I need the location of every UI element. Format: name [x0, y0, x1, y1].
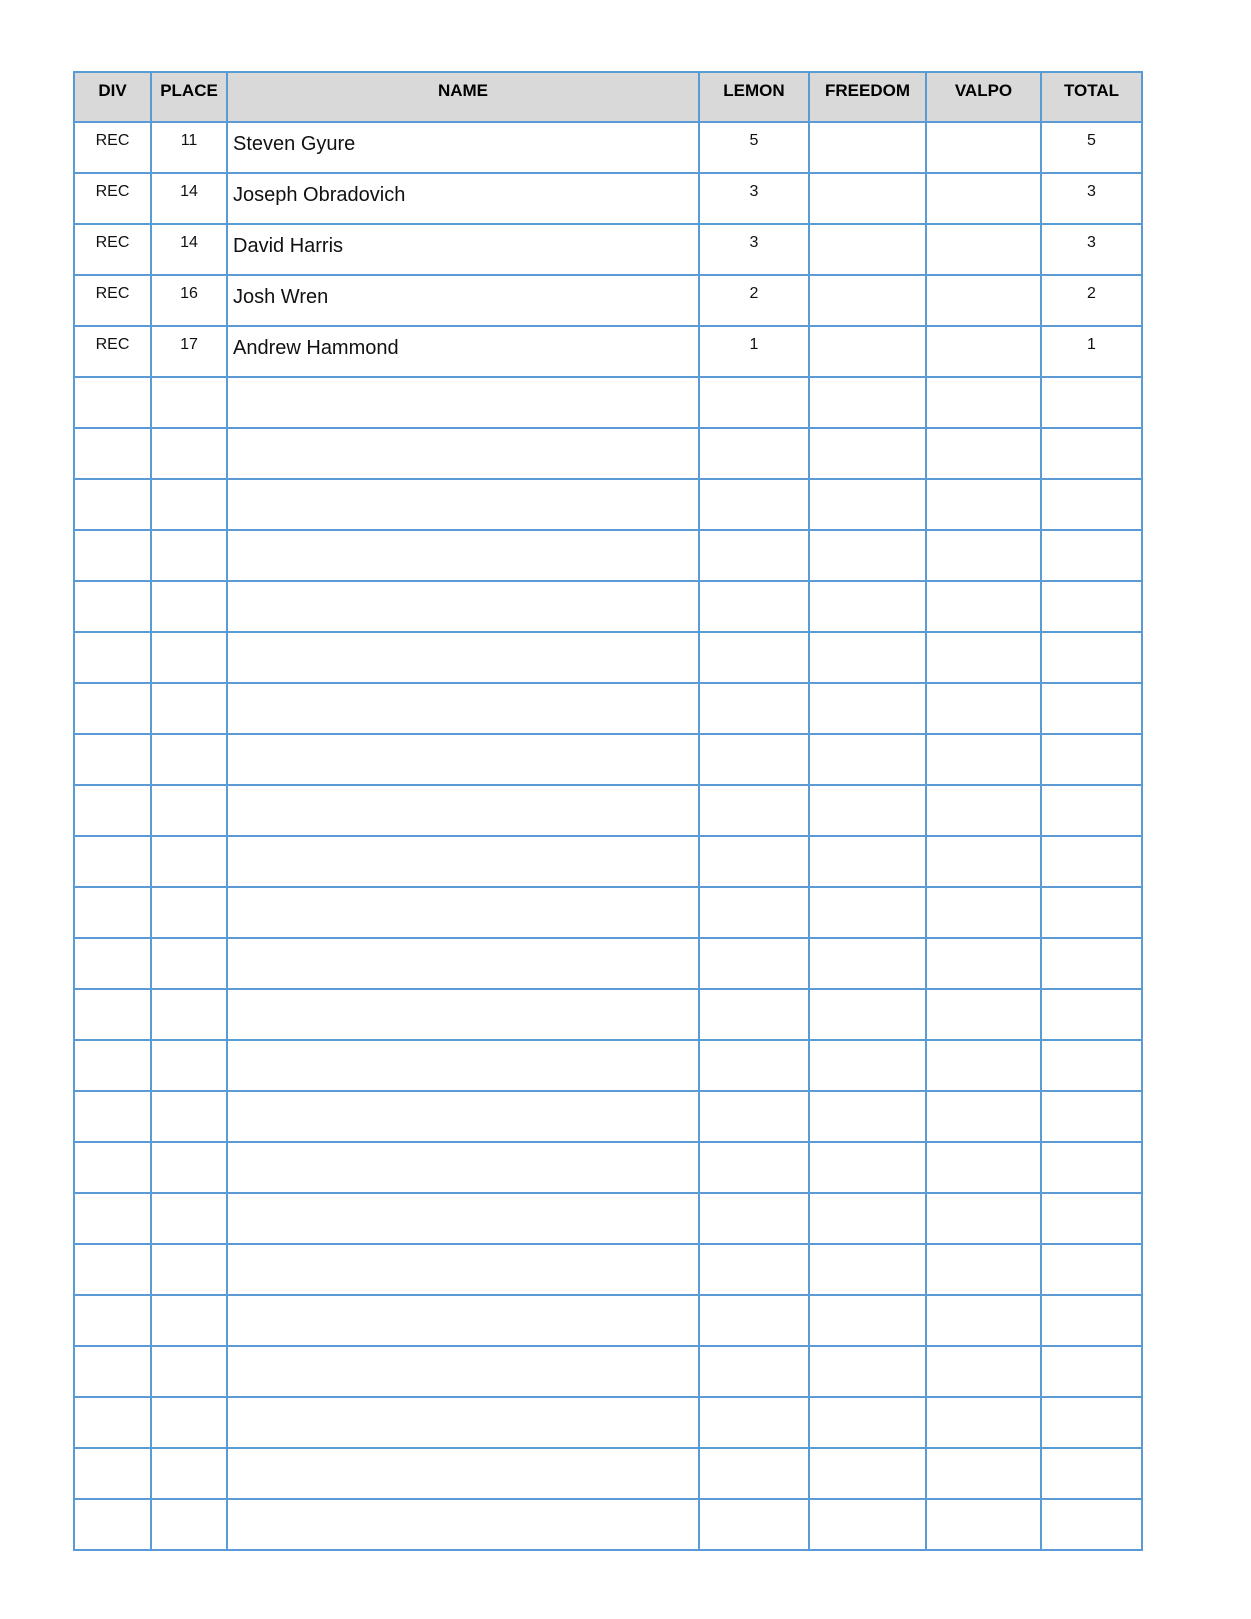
- empty-cell-lemon: [699, 530, 809, 581]
- empty-row: [74, 887, 1142, 938]
- empty-cell-name: [227, 1346, 699, 1397]
- empty-cell-div: [74, 938, 151, 989]
- cell-valpo: [926, 326, 1041, 377]
- empty-cell-name: [227, 887, 699, 938]
- empty-cell-name: [227, 581, 699, 632]
- empty-cell-div: [74, 377, 151, 428]
- cell-div: REC: [74, 122, 151, 173]
- empty-cell-place: [151, 1295, 227, 1346]
- empty-cell-lemon: [699, 1193, 809, 1244]
- empty-cell-freedom: [809, 785, 926, 836]
- empty-cell-lemon: [699, 1397, 809, 1448]
- empty-row: [74, 836, 1142, 887]
- empty-cell-div: [74, 887, 151, 938]
- cell-valpo: [926, 275, 1041, 326]
- empty-row: [74, 428, 1142, 479]
- empty-cell-div: [74, 530, 151, 581]
- empty-cell-lemon: [699, 581, 809, 632]
- empty-cell-name: [227, 1295, 699, 1346]
- table-row: [74, 326, 1142, 377]
- empty-cell-place: [151, 683, 227, 734]
- empty-cell-valpo: [926, 1499, 1041, 1550]
- empty-row: [74, 734, 1142, 785]
- empty-cell-name: [227, 989, 699, 1040]
- empty-cell-lemon: [699, 785, 809, 836]
- empty-row: [74, 785, 1142, 836]
- cell-total: 5: [1041, 122, 1142, 173]
- empty-cell-place: [151, 1397, 227, 1448]
- empty-cell-total: [1041, 1091, 1142, 1142]
- empty-row: [74, 377, 1142, 428]
- cell-name: Steven Gyure: [227, 122, 699, 173]
- empty-cell-valpo: [926, 887, 1041, 938]
- empty-cell-place: [151, 734, 227, 785]
- empty-cell-total: [1041, 377, 1142, 428]
- cell-freedom: [809, 173, 926, 224]
- empty-cell-freedom: [809, 1295, 926, 1346]
- empty-cell-valpo: [926, 683, 1041, 734]
- empty-cell-freedom: [809, 938, 926, 989]
- empty-cell-div: [74, 1295, 151, 1346]
- header-div: DIV: [74, 72, 151, 122]
- empty-row: [74, 1397, 1142, 1448]
- empty-cell-lemon: [699, 632, 809, 683]
- cell-name: Joseph Obradovich: [227, 173, 699, 224]
- empty-cell-freedom: [809, 428, 926, 479]
- empty-cell-div: [74, 479, 151, 530]
- empty-cell-total: [1041, 1295, 1142, 1346]
- empty-cell-name: [227, 530, 699, 581]
- empty-cell-place: [151, 1040, 227, 1091]
- empty-cell-lemon: [699, 1448, 809, 1499]
- table-row: [74, 173, 1142, 224]
- empty-cell-div: [74, 581, 151, 632]
- cell-div: REC: [74, 275, 151, 326]
- table-body: [74, 122, 1142, 1550]
- empty-cell-valpo: [926, 1040, 1041, 1091]
- cell-div: REC: [74, 326, 151, 377]
- empty-row: [74, 683, 1142, 734]
- empty-cell-lemon: [699, 989, 809, 1040]
- empty-cell-valpo: [926, 1244, 1041, 1295]
- empty-cell-name: [227, 1193, 699, 1244]
- table-header: [74, 72, 1142, 122]
- empty-cell-place: [151, 836, 227, 887]
- cell-freedom: [809, 326, 926, 377]
- empty-cell-place: [151, 1244, 227, 1295]
- header-freedom: FREEDOM: [809, 72, 926, 122]
- empty-cell-total: [1041, 887, 1142, 938]
- empty-cell-total: [1041, 1040, 1142, 1091]
- empty-cell-div: [74, 1448, 151, 1499]
- cell-lemon: 1: [699, 326, 809, 377]
- cell-lemon: 3: [699, 224, 809, 275]
- empty-cell-freedom: [809, 1448, 926, 1499]
- empty-cell-place: [151, 887, 227, 938]
- empty-cell-valpo: [926, 1091, 1041, 1142]
- cell-total: 3: [1041, 173, 1142, 224]
- empty-cell-valpo: [926, 1346, 1041, 1397]
- cell-lemon: 5: [699, 122, 809, 173]
- empty-cell-lemon: [699, 1142, 809, 1193]
- cell-valpo: [926, 173, 1041, 224]
- empty-cell-freedom: [809, 1499, 926, 1550]
- empty-cell-total: [1041, 1193, 1142, 1244]
- empty-cell-valpo: [926, 938, 1041, 989]
- empty-cell-total: [1041, 785, 1142, 836]
- empty-cell-lemon: [699, 938, 809, 989]
- empty-cell-div: [74, 683, 151, 734]
- empty-cell-div: [74, 1040, 151, 1091]
- empty-cell-name: [227, 1091, 699, 1142]
- cell-freedom: [809, 224, 926, 275]
- empty-cell-name: [227, 1448, 699, 1499]
- empty-cell-lemon: [699, 683, 809, 734]
- empty-cell-div: [74, 836, 151, 887]
- empty-cell-place: [151, 1142, 227, 1193]
- empty-cell-freedom: [809, 1244, 926, 1295]
- empty-cell-name: [227, 683, 699, 734]
- empty-cell-name: [227, 479, 699, 530]
- empty-cell-total: [1041, 989, 1142, 1040]
- empty-cell-div: [74, 1142, 151, 1193]
- empty-cell-freedom: [809, 887, 926, 938]
- empty-cell-valpo: [926, 1142, 1041, 1193]
- empty-cell-total: [1041, 734, 1142, 785]
- empty-cell-total: [1041, 938, 1142, 989]
- cell-valpo: [926, 224, 1041, 275]
- empty-cell-freedom: [809, 632, 926, 683]
- empty-cell-place: [151, 938, 227, 989]
- empty-cell-name: [227, 734, 699, 785]
- cell-valpo: [926, 122, 1041, 173]
- table-row: [74, 224, 1142, 275]
- empty-row: [74, 989, 1142, 1040]
- empty-cell-name: [227, 632, 699, 683]
- empty-cell-place: [151, 1499, 227, 1550]
- empty-row: [74, 479, 1142, 530]
- empty-cell-lemon: [699, 1499, 809, 1550]
- empty-cell-name: [227, 1499, 699, 1550]
- empty-cell-freedom: [809, 1397, 926, 1448]
- empty-cell-valpo: [926, 1397, 1041, 1448]
- empty-cell-div: [74, 989, 151, 1040]
- empty-cell-place: [151, 1193, 227, 1244]
- empty-row: [74, 1142, 1142, 1193]
- empty-row: [74, 1193, 1142, 1244]
- empty-cell-valpo: [926, 989, 1041, 1040]
- empty-cell-freedom: [809, 530, 926, 581]
- empty-cell-name: [227, 428, 699, 479]
- empty-cell-valpo: [926, 1295, 1041, 1346]
- empty-cell-name: [227, 1142, 699, 1193]
- empty-cell-lemon: [699, 836, 809, 887]
- empty-cell-lemon: [699, 1295, 809, 1346]
- cell-div: REC: [74, 173, 151, 224]
- cell-freedom: [809, 275, 926, 326]
- empty-cell-name: [227, 938, 699, 989]
- empty-cell-place: [151, 530, 227, 581]
- empty-cell-total: [1041, 1244, 1142, 1295]
- empty-cell-lemon: [699, 1091, 809, 1142]
- empty-cell-place: [151, 479, 227, 530]
- empty-cell-total: [1041, 1397, 1142, 1448]
- empty-cell-total: [1041, 530, 1142, 581]
- empty-cell-place: [151, 1091, 227, 1142]
- empty-row: [74, 1448, 1142, 1499]
- empty-cell-place: [151, 1346, 227, 1397]
- empty-cell-lemon: [699, 1244, 809, 1295]
- empty-cell-valpo: [926, 479, 1041, 530]
- empty-cell-div: [74, 1346, 151, 1397]
- header-lemon: LEMON: [699, 72, 809, 122]
- empty-cell-freedom: [809, 479, 926, 530]
- empty-row: [74, 1040, 1142, 1091]
- cell-total: 3: [1041, 224, 1142, 275]
- empty-row: [74, 1091, 1142, 1142]
- empty-cell-valpo: [926, 581, 1041, 632]
- empty-cell-total: [1041, 1142, 1142, 1193]
- empty-cell-name: [227, 1397, 699, 1448]
- cell-total: 2: [1041, 275, 1142, 326]
- empty-cell-valpo: [926, 428, 1041, 479]
- empty-cell-freedom: [809, 1142, 926, 1193]
- empty-cell-freedom: [809, 1193, 926, 1244]
- empty-cell-div: [74, 1193, 151, 1244]
- empty-cell-total: [1041, 632, 1142, 683]
- empty-cell-freedom: [809, 1346, 926, 1397]
- cell-total: 1: [1041, 326, 1142, 377]
- empty-cell-freedom: [809, 1040, 926, 1091]
- cell-name: David Harris: [227, 224, 699, 275]
- empty-cell-lemon: [699, 734, 809, 785]
- empty-row: [74, 530, 1142, 581]
- empty-cell-place: [151, 632, 227, 683]
- empty-cell-freedom: [809, 1091, 926, 1142]
- empty-cell-total: [1041, 581, 1142, 632]
- table-row: [74, 122, 1142, 173]
- empty-cell-freedom: [809, 989, 926, 1040]
- empty-cell-lemon: [699, 479, 809, 530]
- cell-name: Josh Wren: [227, 275, 699, 326]
- cell-div: REC: [74, 224, 151, 275]
- empty-cell-name: [227, 377, 699, 428]
- empty-cell-total: [1041, 683, 1142, 734]
- empty-cell-place: [151, 1448, 227, 1499]
- empty-cell-div: [74, 1244, 151, 1295]
- empty-cell-valpo: [926, 530, 1041, 581]
- empty-cell-freedom: [809, 836, 926, 887]
- empty-cell-div: [74, 734, 151, 785]
- empty-cell-name: [227, 836, 699, 887]
- table-row: [74, 275, 1142, 326]
- header-row: [74, 72, 1142, 122]
- empty-cell-total: [1041, 479, 1142, 530]
- empty-row: [74, 581, 1142, 632]
- cell-lemon: 3: [699, 173, 809, 224]
- empty-cell-total: [1041, 1448, 1142, 1499]
- empty-cell-valpo: [926, 836, 1041, 887]
- empty-cell-lemon: [699, 1040, 809, 1091]
- empty-cell-lemon: [699, 1346, 809, 1397]
- cell-place: 17: [151, 326, 227, 377]
- empty-cell-place: [151, 428, 227, 479]
- standings-table: [73, 71, 1143, 1551]
- empty-cell-name: [227, 1244, 699, 1295]
- empty-cell-div: [74, 1499, 151, 1550]
- cell-place: 16: [151, 275, 227, 326]
- empty-cell-name: [227, 785, 699, 836]
- header-name: NAME: [227, 72, 699, 122]
- empty-cell-div: [74, 785, 151, 836]
- empty-cell-place: [151, 989, 227, 1040]
- cell-freedom: [809, 122, 926, 173]
- empty-cell-freedom: [809, 377, 926, 428]
- empty-cell-place: [151, 581, 227, 632]
- empty-cell-name: [227, 1040, 699, 1091]
- cell-lemon: 2: [699, 275, 809, 326]
- empty-cell-freedom: [809, 734, 926, 785]
- empty-cell-valpo: [926, 785, 1041, 836]
- empty-cell-place: [151, 785, 227, 836]
- empty-row: [74, 1244, 1142, 1295]
- empty-cell-valpo: [926, 377, 1041, 428]
- header-place: PLACE: [151, 72, 227, 122]
- empty-row: [74, 632, 1142, 683]
- empty-cell-lemon: [699, 887, 809, 938]
- cell-name: Andrew Hammond: [227, 326, 699, 377]
- empty-cell-freedom: [809, 683, 926, 734]
- empty-cell-valpo: [926, 632, 1041, 683]
- empty-cell-lemon: [699, 377, 809, 428]
- empty-cell-div: [74, 632, 151, 683]
- header-valpo: VALPO: [926, 72, 1041, 122]
- empty-cell-total: [1041, 428, 1142, 479]
- empty-cell-valpo: [926, 734, 1041, 785]
- empty-cell-total: [1041, 1499, 1142, 1550]
- cell-place: 14: [151, 224, 227, 275]
- empty-row: [74, 938, 1142, 989]
- empty-cell-valpo: [926, 1448, 1041, 1499]
- empty-cell-div: [74, 1091, 151, 1142]
- empty-cell-lemon: [699, 428, 809, 479]
- empty-row: [74, 1499, 1142, 1550]
- empty-cell-valpo: [926, 1193, 1041, 1244]
- header-total: TOTAL: [1041, 72, 1142, 122]
- empty-cell-div: [74, 428, 151, 479]
- empty-cell-freedom: [809, 581, 926, 632]
- empty-row: [74, 1346, 1142, 1397]
- empty-cell-div: [74, 1397, 151, 1448]
- cell-place: 14: [151, 173, 227, 224]
- empty-cell-total: [1041, 836, 1142, 887]
- cell-place: 11: [151, 122, 227, 173]
- empty-row: [74, 1295, 1142, 1346]
- empty-cell-place: [151, 377, 227, 428]
- empty-cell-total: [1041, 1346, 1142, 1397]
